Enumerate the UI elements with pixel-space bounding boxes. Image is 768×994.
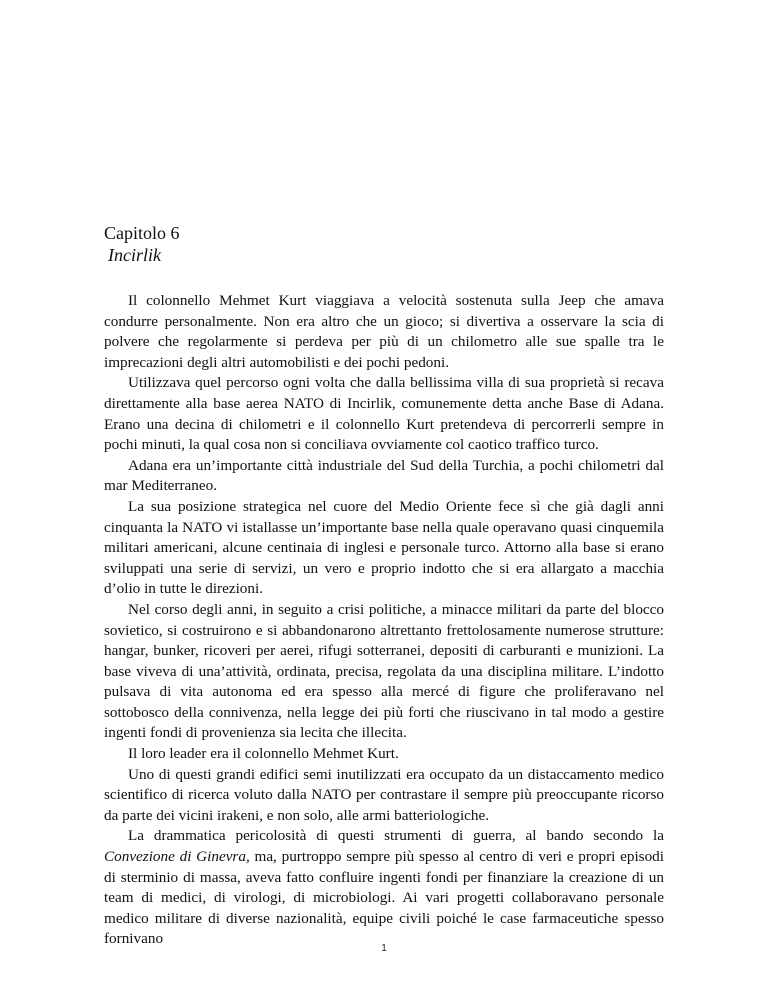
chapter-number: Capitolo 6 bbox=[104, 223, 180, 243]
paragraph: Nel corso degli anni, in seguito a crisi politiche, a minacce militari da parte del blocco sovietico, si costruirono e si abbandonarono altrettanto frettolosamente numerose strutture: hangar, bunker, ricoveri per aerei, rifugi sotterranei, depositi di carburanti e munizioni. La base viveva di una’attività, ordinata, precisa, regolata da una disciplina militare. L’indotto pulsava di vita autonoma ed era spesso alla mercé di figure che proliferavano nel sottobosco della connivenza, nella legge dei più forti che riuscivano in tal modo a gestire ingenti fondi di provenienza sia lecita che illecita. bbox=[104, 600, 664, 742]
paragraph: Uno di questi grandi edifici semi inutilizzati era occupato da un distaccamento medico scientifico di ricerca voluto dalla NATO per contrastare il sempre più preoccupante ricorso da parte dei vicini irakeni, e non solo, alle armi batteriologiche. bbox=[104, 765, 664, 824]
body-text bbox=[104, 291, 664, 950]
paragraph: Adana era un’importante città industriale del Sud della Turchia, a pochi chilometri dal mar Mediterraneo. bbox=[104, 456, 664, 495]
chapter-heading bbox=[104, 222, 664, 266]
page-number: 1 bbox=[381, 943, 387, 954]
paragraph: La sua posizione strategica nel cuore del Medio Oriente fece sì che già dagli anni cinquanta la NATO vi istallasse un’importante base nella quale operavano quasi cinquemila militari americani, alcune centinaia di inglesi e personale turco. Attorno alla base si erano sviluppati una serie di servizi, un vero e proprio indotto che si era allargato a macchia d’olio in tutte le direzioni. bbox=[104, 497, 664, 598]
paragraph: Il colonnello Mehmet Kurt viaggiava a velocità sostenuta sulla Jeep che amava condurre personalmente. Non era altro che un gioco; si divertiva a osservare la scia di polvere che regolarmente si perdeva per più di un chilometro alle sue spalle tra le imprecazioni degli altri automobilisti e dei pochi pedoni. bbox=[104, 292, 664, 371]
italic-reference: Convezione di Ginevra, bbox=[104, 848, 250, 866]
paragraph-text: La drammatica pericolosità di questi strumenti di guerra, al bando secondo la bbox=[128, 827, 664, 845]
paragraph-last bbox=[104, 826, 664, 950]
paragraph-text: ma, purtroppo sempre più spesso al centro di veri e propri episodi di sterminio di massa, aveva fatto confluire ingenti fondi per finanziare la creazione di un team di medici, di virologi, di microbiologi. Ai vari progetti collaboravano personale medico militare di diverse nazionalità, equipe civili poiché le case farmaceutiche spesso fornivano bbox=[104, 848, 664, 948]
chapter-title: Incirlik bbox=[108, 245, 161, 265]
paragraph: Il loro leader era il colonnello Mehmet Kurt. bbox=[128, 745, 399, 763]
paragraph: Utilizzava quel percorso ogni volta che dalla bellissima villa di sua proprietà si recava direttamente alla base aerea NATO di Incirlik, comunemente detta anche Base di Adana. Erano una decina di chilometri e il colonnello Kurt pretendeva di percorrerli sempre in pochi minuti, la qual cosa non si conciliava ovviamente col caotico traffico turco. bbox=[104, 374, 664, 454]
